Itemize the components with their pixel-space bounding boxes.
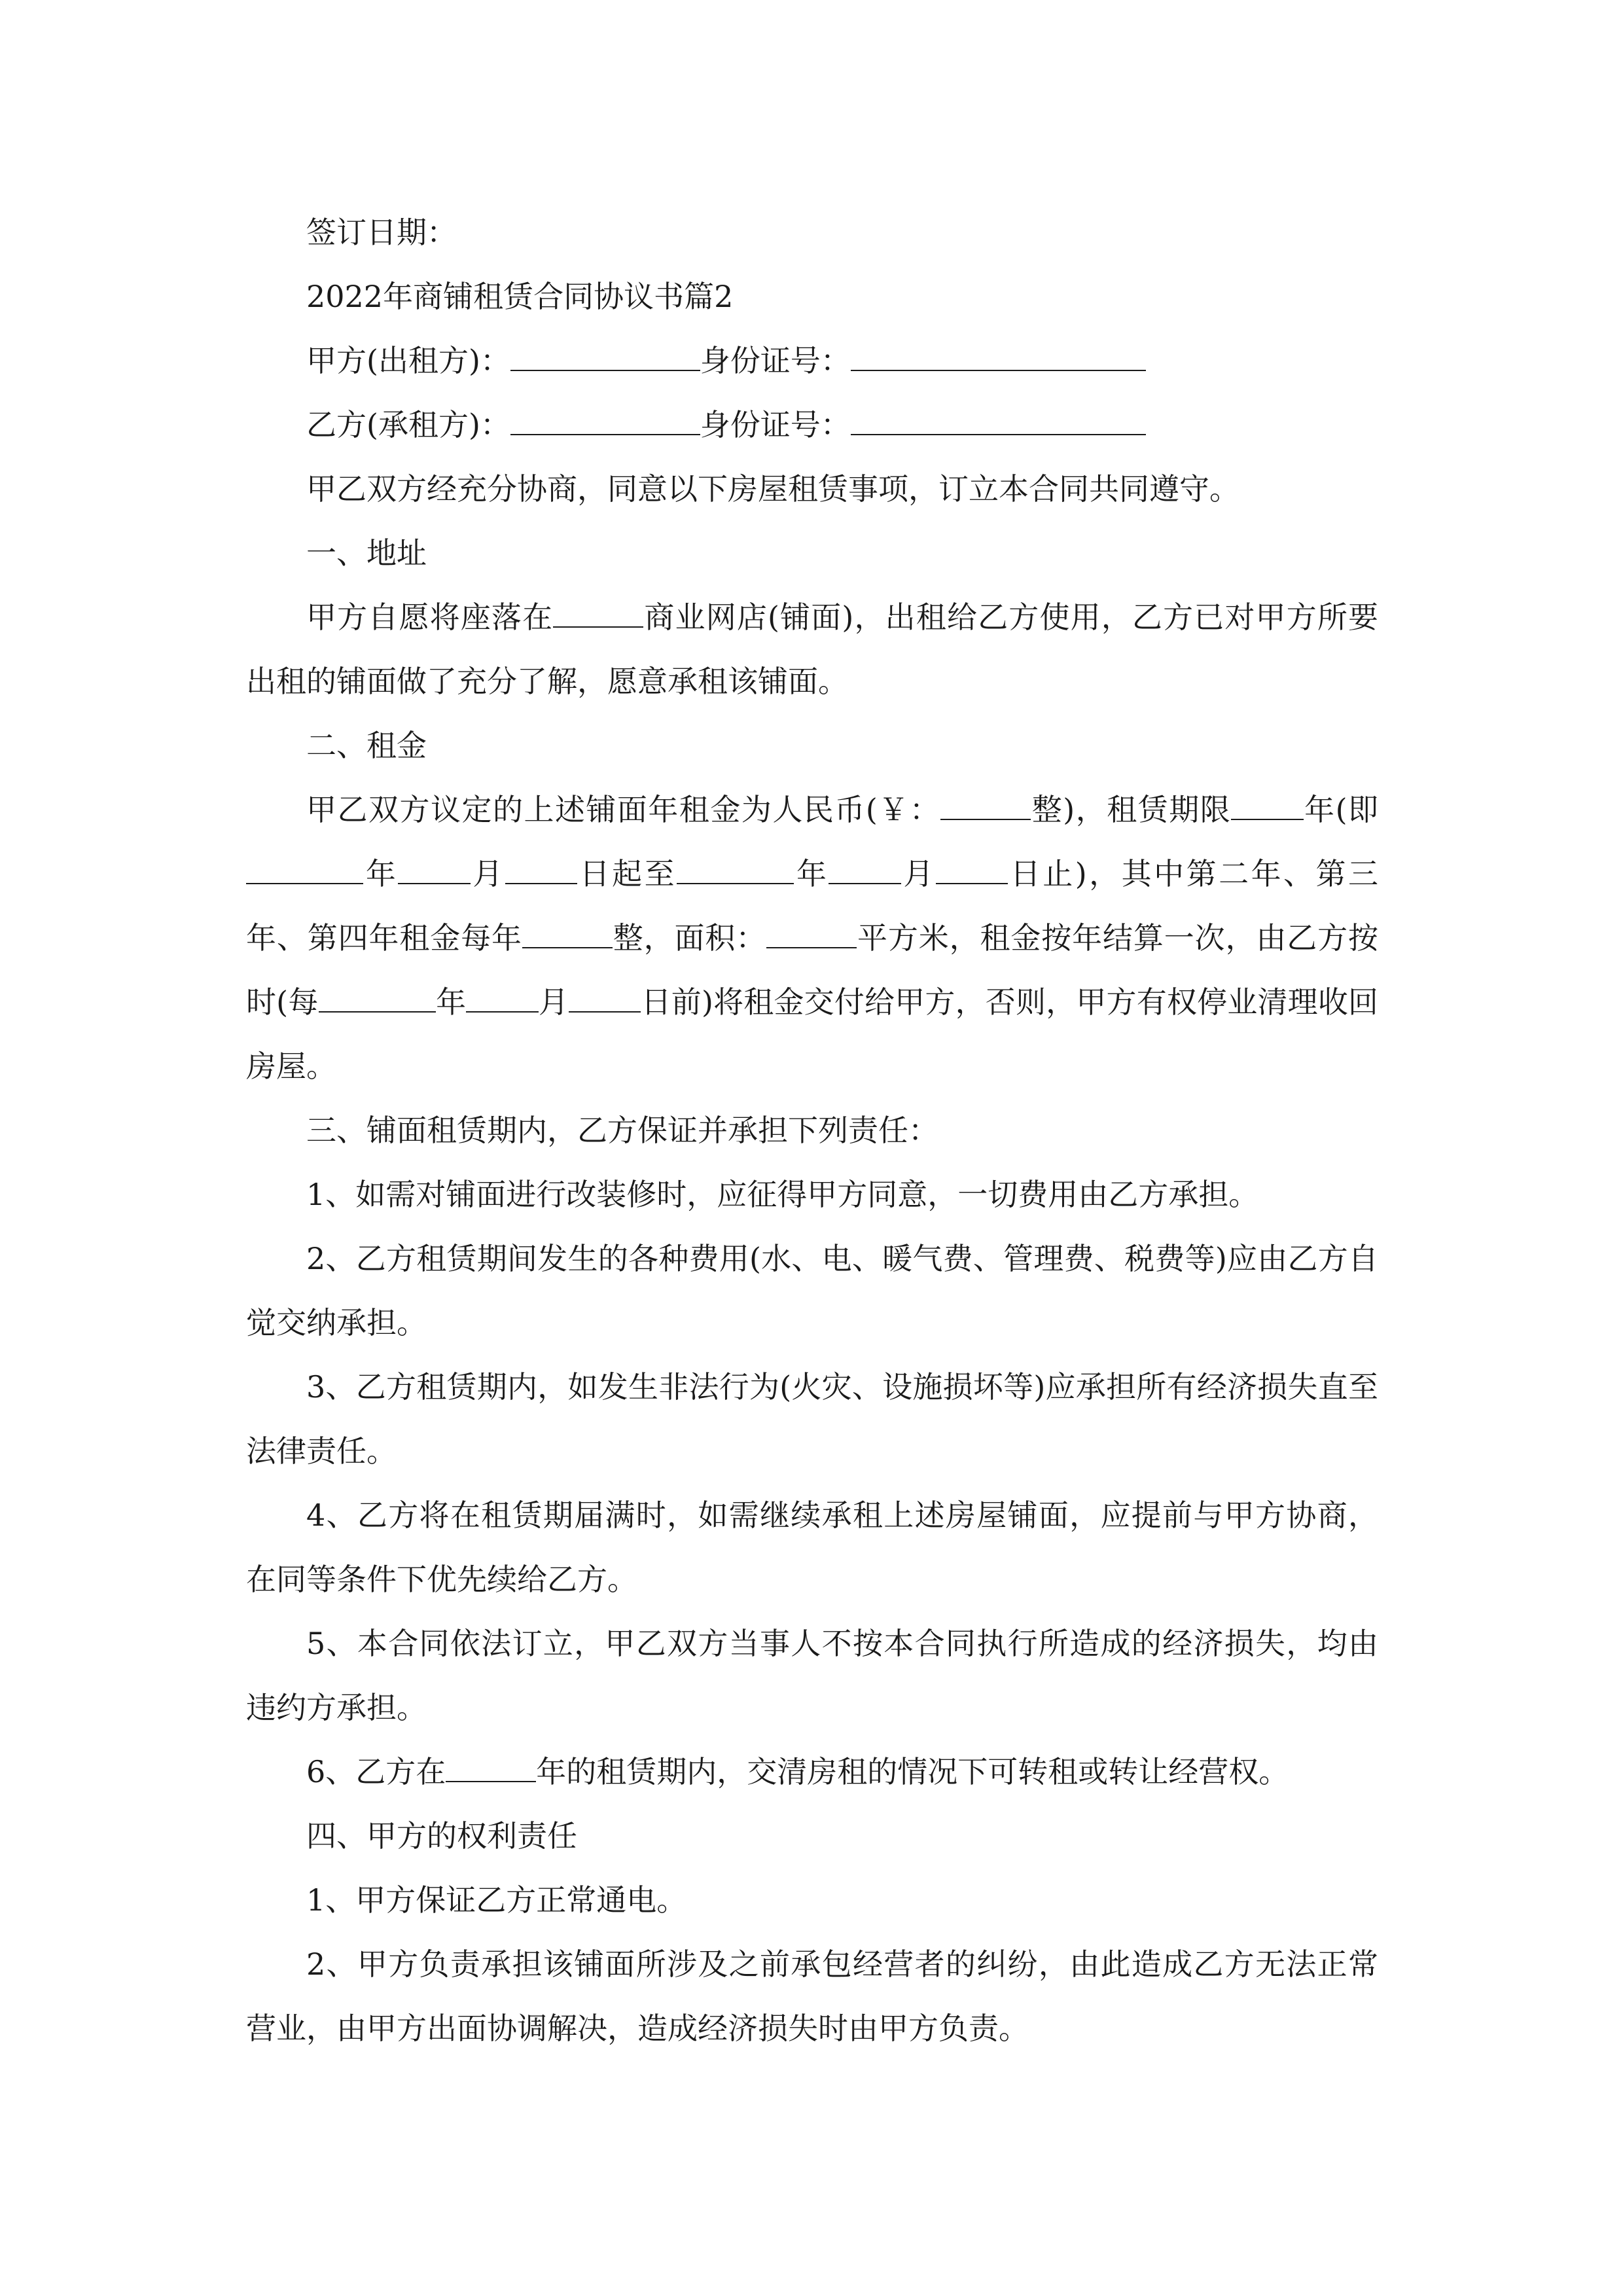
contract-body: [246, 200, 1378, 2060]
payment-year-blank: [319, 982, 436, 1013]
start-day-blank: [505, 854, 577, 884]
document-title: 2022年商铺租赁合同协议书篇2: [306, 279, 734, 314]
section-3-item-2: 2、乙方租赁期间发生的各种费用(水、电、暖气费、管理费、税费等)应由乙方自觉交纳承担。: [246, 1241, 1378, 1340]
section-3-item-5: 5、本合同依法订立，甲乙双方当事人不按本合同执行所造成的经济损失，均由违约方承担。: [246, 1626, 1378, 1725]
end-year-blank: [677, 854, 794, 884]
section-2-heading: 二、租金: [306, 728, 427, 763]
party-b-id-blank: [851, 405, 1146, 435]
end-month-blank: [829, 854, 901, 884]
end-day-blank: [936, 854, 1008, 884]
section-1-paragraph: 甲方自愿将座落在 商业网店(铺面)，出租给乙方使用，乙方已对甲方所要出租的铺面做了充分了解，愿意承租该铺面。: [246, 585, 1378, 713]
section-4-item-2: 2、甲方负责承担该铺面所涉及之前承包经营者的纠纷，由此造成乙方无法正常营业，由甲方出面协调解决，造成经济损失时由甲方负责。: [246, 1946, 1378, 2046]
lease-term-blank: [1231, 790, 1303, 820]
section-3-heading: 三、铺面租赁期内，乙方保证并承担下列责任：: [306, 1113, 938, 1148]
rent-amount-blank: [940, 790, 1031, 820]
yearly-rent-blank: [522, 918, 613, 948]
area-blank: [766, 918, 857, 948]
location-blank: [553, 598, 643, 628]
party-b-line: 乙方(承租方)： 身份证号：: [246, 393, 1378, 457]
section-1-heading: 一、地址: [306, 535, 427, 571]
start-month-blank: [398, 854, 470, 884]
section-4-heading: 四、甲方的权利责任: [306, 1818, 577, 1854]
party-a-name-blank: [510, 341, 700, 371]
intro-paragraph: 甲乙双方经充分协商，同意以下房屋租赁事项，订立本合同共同遵守。: [306, 471, 1240, 507]
party-a-line: 甲方(出租方)： 身份证号：: [246, 329, 1378, 393]
party-a-id-blank: [851, 341, 1146, 371]
sublease-years-blank: [446, 1752, 536, 1782]
party-b-name-blank: [510, 405, 700, 435]
payment-day-blank: [569, 982, 641, 1013]
start-year-blank: [246, 854, 363, 884]
payment-month-blank: [466, 982, 538, 1013]
section-3-item-6: 6、乙方在 年的租赁期内，交清房租的情况下可转租或转让经营权。: [246, 1740, 1378, 1804]
sign-date-line: 签订日期：: [306, 215, 457, 250]
section-3-item-3: 3、乙方租赁期内，如发生非法行为(火灾、设施损坏等)应承担所有经济损失直至法律责任。: [246, 1369, 1378, 1469]
section-4-item-1: 1、甲方保证乙方正常通电。: [306, 1882, 687, 1918]
section-3-item-4: 4、乙方将在租赁期届满时，如需继续承租上述房屋铺面，应提前与甲方协商，在同等条件下优先续给乙方。: [246, 1498, 1378, 1597]
section-2-paragraph: 甲乙双方议定的上述铺面年租金为人民币(￥： 整)，租赁期限 年(即年 月 日起至 年 月 日止)，其中第二年、第三年、第四年租金每年 整，面积： 平方米，租金按年结算一次，由乙方按时(每 年 月 日前)将租金交付给甲方，否则，甲方有权停业清理收回房屋。: [246, 778, 1378, 1098]
section-3-item-1: 1、如需对铺面进行改装修时，应征得甲方同意，一切费用由乙方承担。: [306, 1177, 1259, 1212]
